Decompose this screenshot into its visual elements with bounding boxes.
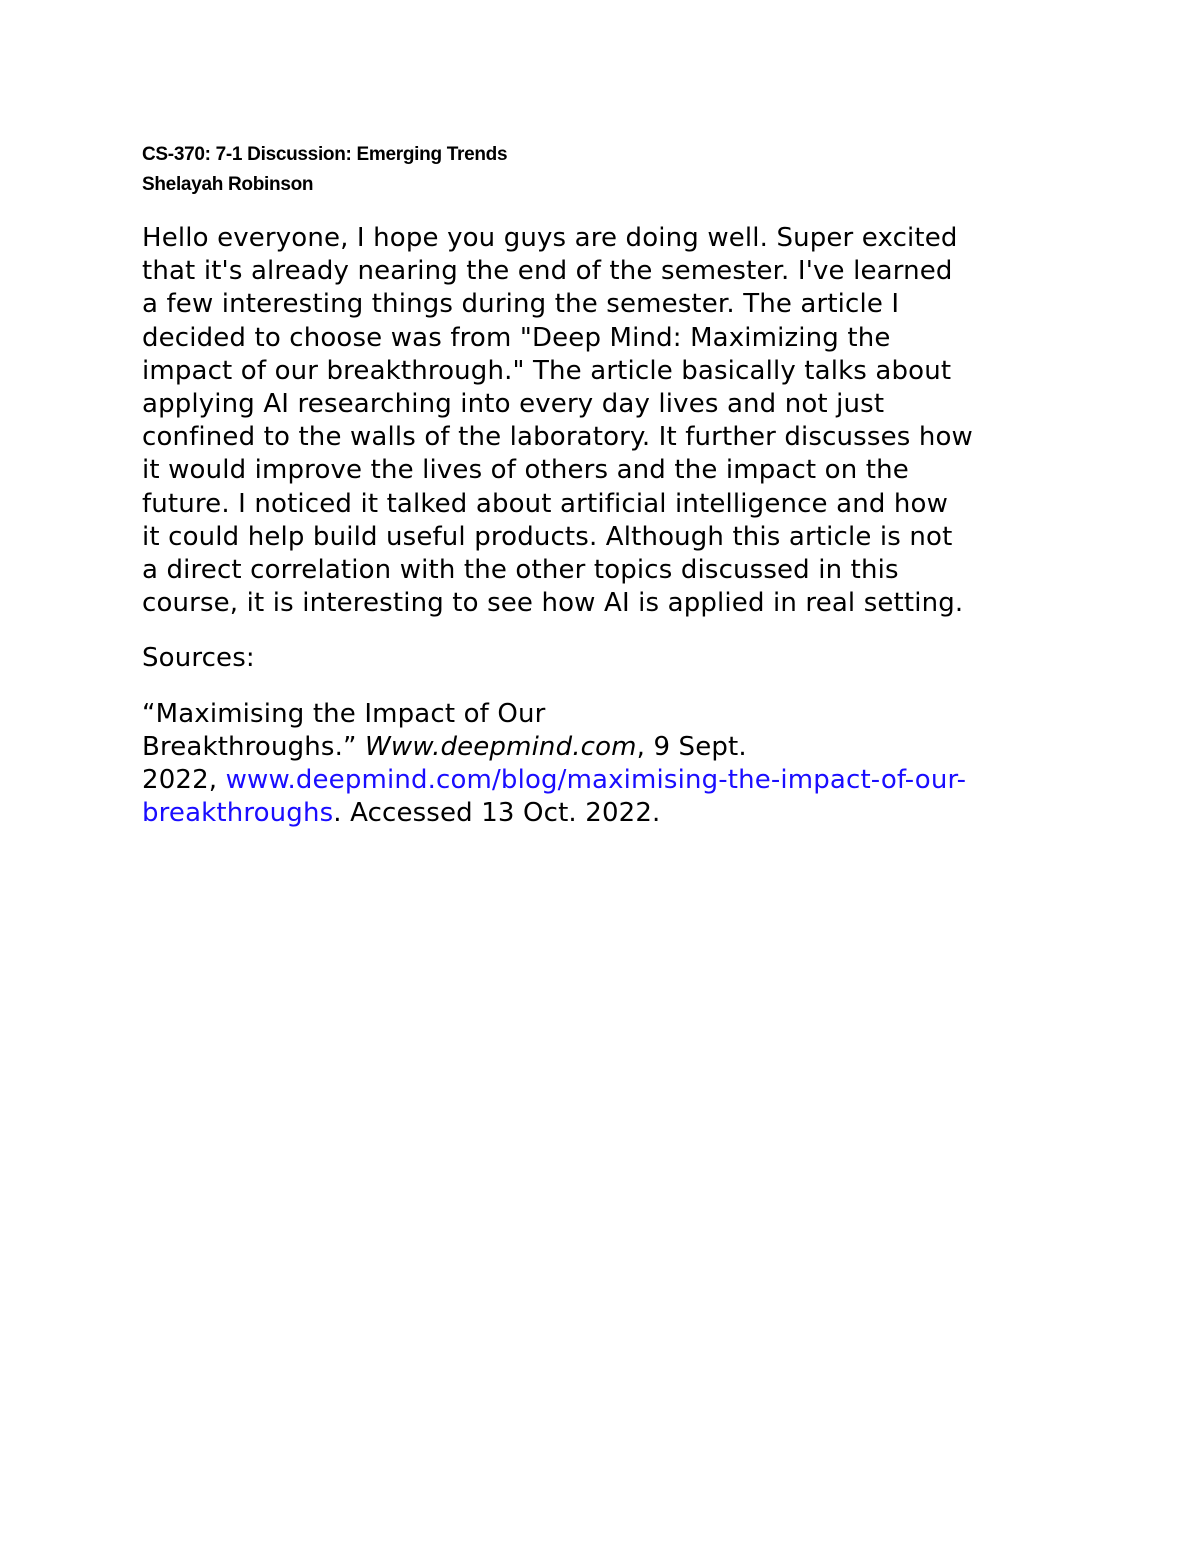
citation-title-end: Breakthroughs.”: [142, 731, 366, 762]
citation-site: Www.deepmind.com: [365, 731, 637, 762]
citation-line-2: [142, 731, 1082, 764]
paragraph-line: a direct correlation with the other topics discussed in this: [142, 555, 899, 586]
citation-line-1: “Maximising the Impact of Our: [142, 698, 546, 729]
document-title: CS-370: 7-1 Discussion: Emerging Trends: [142, 144, 508, 165]
sources-heading-text: Sources:: [142, 643, 255, 674]
citation: [142, 698, 1082, 831]
citation-url-link-continued[interactable]: breakthroughs: [142, 798, 334, 829]
paragraph-line: future. I noticed it talked about artificial intelligence and how: [142, 488, 948, 519]
citation-accessed: . Accessed 13 Oct. 2022.: [333, 798, 661, 829]
paragraph-line: impact of our breakthrough." The article basically talks about: [142, 355, 952, 386]
paragraph-line: a few interesting things during the semester. The article I: [142, 289, 900, 320]
paragraph-line: applying AI researching into every day lives and not just: [142, 389, 885, 420]
paragraph-line: Hello everyone, I hope you guys are doing well. Super excited: [142, 223, 958, 253]
citation-date: , 9 Sept.: [636, 731, 747, 762]
paragraph-line: confined to the walls of the laboratory. It further discusses how: [142, 422, 973, 453]
document-header: [142, 140, 1082, 200]
author-name: Shelayah Robinson: [142, 174, 314, 195]
sources-heading: [142, 642, 1082, 675]
paragraph-line: that it's already nearing the end of the semester. I've learned: [142, 256, 953, 287]
paragraph-line: course, it is interesting to see how AI is applied in real setting.: [142, 588, 964, 619]
paragraph-line: it could help build useful products. Although this article is not: [142, 521, 953, 552]
document-page: [142, 140, 1082, 830]
citation-url-link[interactable]: www.deepmind.com/blog/maximising-the-impact-of-our-: [225, 765, 967, 796]
citation-line-4: [142, 797, 1082, 830]
citation-year: 2022,: [142, 765, 226, 796]
discussion-paragraph: [142, 222, 1082, 620]
paragraph-line: it would improve the lives of others and the impact on the: [142, 455, 909, 486]
paragraph-line: decided to choose was from "Deep Mind: Maximizing the: [142, 322, 891, 353]
citation-line-3: [142, 764, 1082, 797]
